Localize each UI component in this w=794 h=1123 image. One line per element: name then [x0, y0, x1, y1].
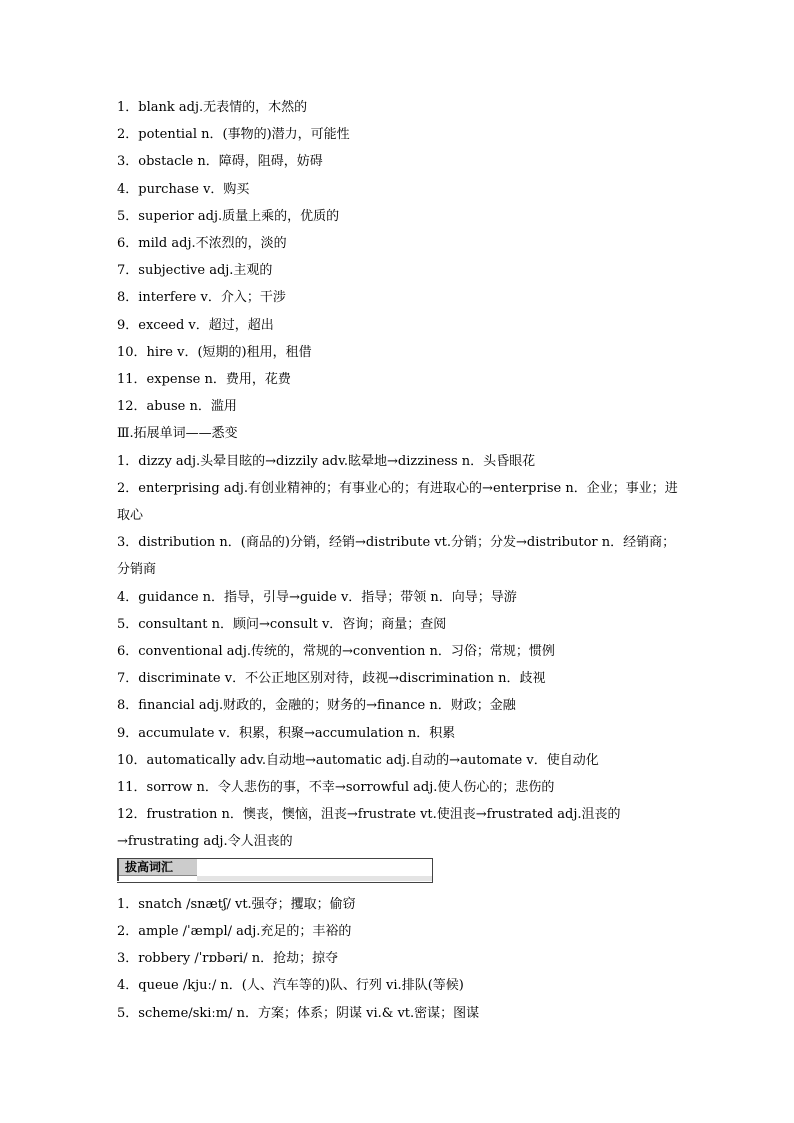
list-item: 2．ample /ˈæmpl/ adj.充足的；丰裕的	[117, 923, 352, 939]
list-item: 11．expense n．费用，花费	[117, 372, 291, 388]
vocabulary-page	[117, 94, 682, 1027]
banner-shade	[197, 876, 432, 881]
word-list-basic	[117, 94, 682, 420]
list-item: 5．scheme/skiːm/ n．方案；体系；阴谋 vi.& vt.密谋；图谋	[117, 1005, 480, 1021]
list-item: 3．obstacle n．障碍，阻碍，妨碍	[117, 154, 323, 170]
banner-right-bar	[432, 858, 433, 883]
list-item: 1．snatch /snætʃ/ vt.强夺；攫取；偷窃	[117, 896, 356, 912]
banner-label: 拔高词汇	[119, 859, 197, 876]
list-item: 9．exceed v．超过，超出	[117, 317, 274, 333]
list-item: 10．hire v．(短期的)租用，租借	[117, 344, 312, 360]
list-item: 6．mild adj.不浓烈的，淡的	[117, 236, 287, 252]
list-item: 11．sorrow n．令人悲伤的事，不幸→sorrowful adj.使人伤心的；悲伤的	[117, 780, 555, 796]
list-item: 2．potential n．(事物的)潜力，可能性	[117, 127, 350, 143]
section-title: Ⅲ.拓展单词——悉变	[117, 426, 238, 442]
list-item: 4．purchase v．购买	[117, 181, 250, 197]
list-item: 5．consultant n．顾问→consult v．咨询；商量；查阅	[117, 616, 447, 632]
list-item: 7．discriminate v．不公正地区别对待，歧视→discrimination n．歧视	[117, 671, 546, 687]
list-item: 12．frustration n．懊丧，懊恼，沮丧→frustrate vt.使沮丧→frustrated adj.沮丧的→frustrating adj.令人沮丧的	[117, 807, 621, 850]
list-item: 1．blank adj.无表情的，木然的	[117, 100, 308, 115]
section-banner	[117, 858, 682, 885]
word-list-extended	[117, 448, 682, 856]
list-item: 8．interfere v．介入；干涉	[117, 290, 286, 306]
word-list-advanced	[117, 891, 682, 1027]
list-item: 6．conventional adj.传统的，常规的→convention n．习俗；常规；惯例	[117, 644, 555, 660]
list-item: 1．dizzy adj.头晕目眩的→dizzily adv.眩晕地→dizziness n．头昏眼花	[117, 453, 536, 469]
list-item: 3．robbery /ˈrɒbəri/ n．抢劫；掠夺	[117, 951, 339, 967]
list-item: 9．accumulate v．积累，积聚→accumulation n．积累	[117, 725, 456, 741]
list-item: 10．automatically adv.自动地→automatic adj.自动的→automate v．使自动化	[117, 752, 599, 768]
list-item: 4．guidance n．指导，引导→guide v．指导；带领 n．向导；导游	[117, 589, 517, 605]
list-item: 5．superior adj.质量上乘的，优质的	[117, 208, 340, 224]
list-item: 3．distribution n．(商品的)分销，经销→distribute vt.分销；分发→distributor n．经销商；分销商	[117, 535, 676, 578]
list-item: 4．queue /kjuː/ n．(人、汽车等的)队、行列 vi.排队(等候)	[117, 978, 464, 994]
list-item: 7．subjective adj.主观的	[117, 263, 273, 279]
list-item: 8．financial adj.财政的，金融的；财务的→finance n．财政；金融	[117, 698, 516, 714]
list-item: 12．abuse n．滥用	[117, 399, 237, 415]
list-item: 2．enterprising adj.有创业精神的；有事业心的；有进取心的→enterprise n．企业；事业；进取心	[117, 480, 678, 524]
